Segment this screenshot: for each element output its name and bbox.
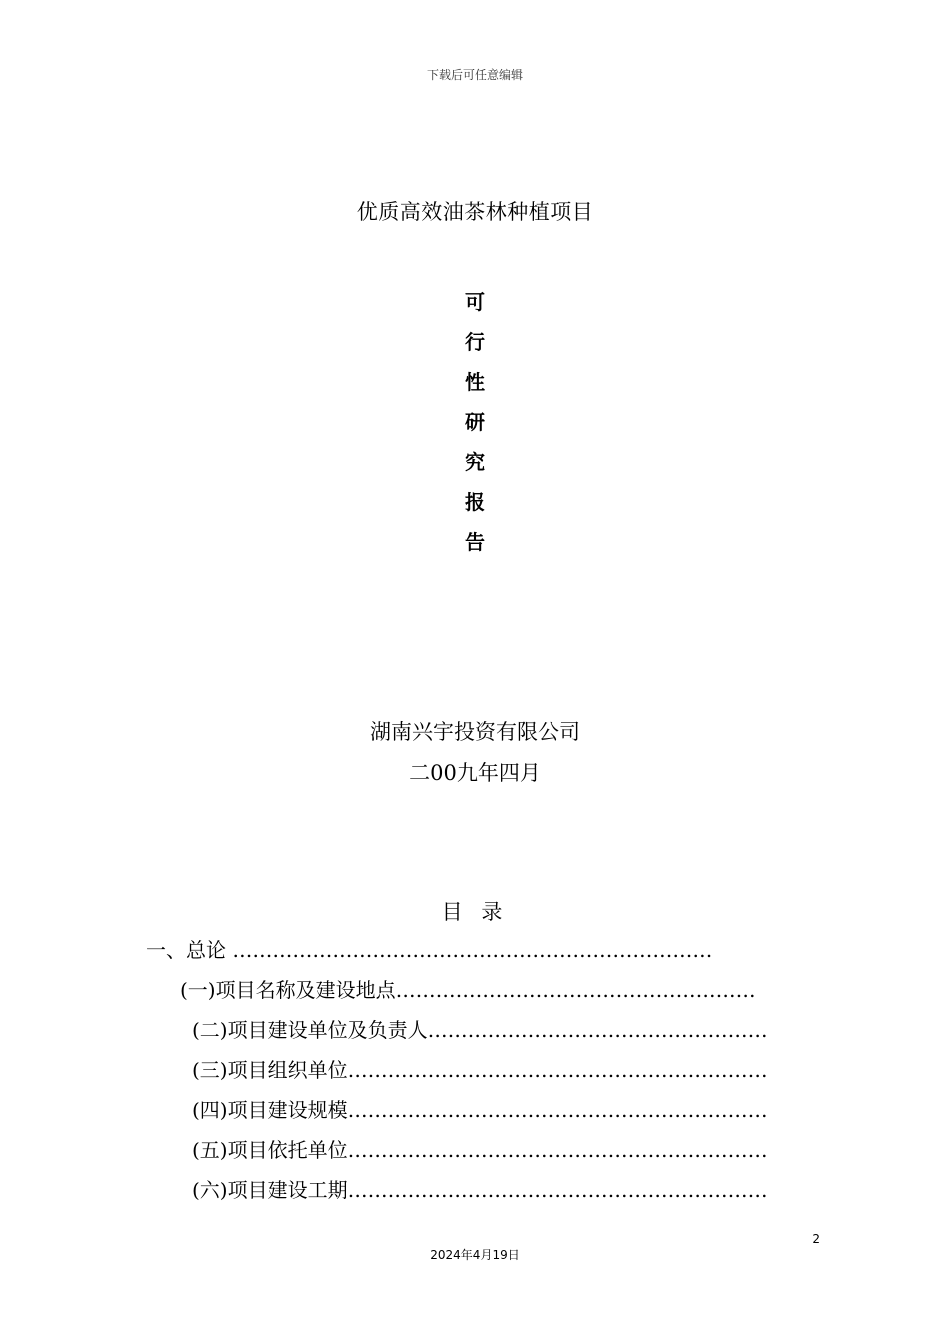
toc-entry[interactable] <box>146 935 782 965</box>
company-name: 湖南兴宇投资有限公司 <box>370 720 580 744</box>
toc-entry-dots: ……………………………………………………… <box>347 1178 768 1202</box>
toc-entry-label: (五)项目依托单位 <box>192 1138 348 1162</box>
report-title-vertical <box>455 284 495 564</box>
toc-entry-label: (四)项目建设规模 <box>192 1098 348 1122</box>
toc-entry[interactable] <box>192 1095 790 1125</box>
toc-entry-dots: ……………………………………………………… <box>347 1138 768 1162</box>
header-note: 下载后可任意编辑 <box>426 68 523 82</box>
toc-entry-label: 一、总论 <box>146 938 233 962</box>
page-number: 2 <box>812 1232 820 1246</box>
project-title: 优质高效油茶林种植项目 <box>356 200 594 224</box>
toc-entry-label: (六)项目建设工期 <box>192 1178 348 1202</box>
title-char: 可 <box>465 290 485 314</box>
toc-entry-dots: ……………………………………………………… <box>347 1098 768 1122</box>
toc-entry[interactable] <box>192 1135 790 1165</box>
toc-entry-label: (一)项目名称及建设地点 <box>180 978 396 1002</box>
toc-entry[interactable] <box>192 1015 790 1045</box>
title-char: 性 <box>465 370 485 394</box>
toc-entry-dots: ……………………………………………………… <box>347 1058 768 1082</box>
toc-entry[interactable] <box>180 975 780 1005</box>
cover-date: 二00九年四月 <box>409 761 541 785</box>
toc-entry-dots: ……………………………………………………………… <box>232 938 713 962</box>
title-char: 究 <box>465 450 485 474</box>
title-char: 报 <box>465 490 485 514</box>
toc-entry-label: (三)项目组织单位 <box>192 1058 348 1082</box>
title-char: 告 <box>465 530 485 554</box>
toc-entry-dots: ……………………………………………… <box>395 978 756 1002</box>
toc-entry[interactable] <box>192 1175 790 1205</box>
toc-heading: 目 录 <box>441 900 509 924</box>
title-char: 研 <box>465 410 485 434</box>
footer-date: 2024年4月19日 <box>430 1248 520 1262</box>
toc-entry-dots: …………………………………………… <box>427 1018 768 1042</box>
toc-entry[interactable] <box>192 1055 790 1085</box>
toc-entry-label: (二)项目建设单位及负责人 <box>192 1018 428 1042</box>
title-char: 行 <box>465 330 485 354</box>
